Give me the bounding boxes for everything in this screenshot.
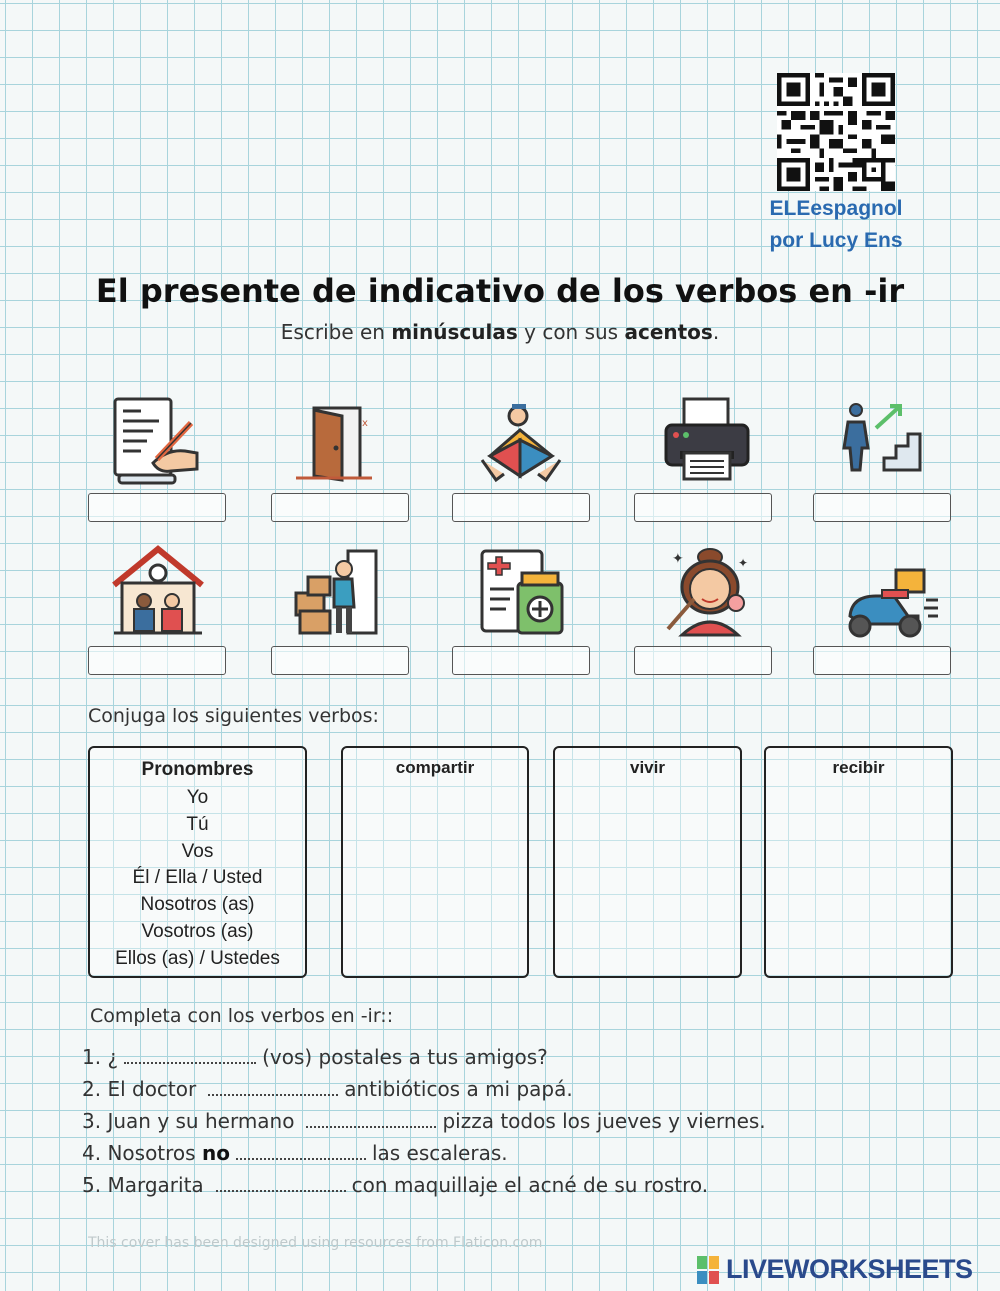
answer-field-10[interactable] [813, 646, 951, 675]
pronoun-item: Ellos (as) / Ustedes [115, 947, 280, 969]
climbing-stairs-icon [836, 398, 936, 498]
blank-input-3[interactable] [306, 1114, 436, 1128]
writing-hand-icon [107, 393, 207, 493]
pronoun-item: Él / Ella / Usted [132, 867, 263, 889]
pronouns-column [88, 746, 307, 978]
blank-input-2[interactable] [208, 1082, 338, 1096]
liveworksheets-logo-icon [697, 1254, 721, 1286]
pronoun-item: Tú [186, 813, 209, 835]
liveworksheets-logo-text: LIVEWORKSHEETS [726, 1254, 973, 1284]
verb-column-vivir[interactable] [553, 746, 742, 978]
svg-text:x: x [362, 418, 368, 429]
answer-field-1[interactable] [88, 493, 226, 522]
pronouns-header: Pronombres [141, 759, 254, 780]
sentence-3: 3. Juan y su hermano pizza todos los jueves y viernes. [82, 1109, 766, 1133]
makeup-woman-icon [658, 543, 758, 643]
image-credit: This cover has been designed using resources from Flaticon.com [88, 1235, 543, 1251]
pronoun-item: Vos [181, 840, 214, 862]
blank-input-4[interactable] [236, 1146, 366, 1160]
svg-text:✦: ✦ [738, 556, 749, 570]
brand-author: por Lucy Ens [769, 229, 903, 252]
blank-input-1[interactable] [124, 1050, 256, 1064]
svg-text:✦: ✦ [672, 551, 684, 567]
verb-header: vivir [630, 758, 665, 777]
answer-field-5[interactable] [813, 493, 951, 522]
printer-icon [658, 393, 758, 493]
answer-field-8[interactable] [452, 646, 590, 675]
instructions: Escribe en minúsculas y con sus acentos. [280, 320, 720, 344]
pronoun-item: Nosotros (as) [140, 894, 255, 916]
scooter-delivery-icon [842, 560, 942, 660]
delivery-person-icon [290, 545, 390, 645]
sentence-5: 5. Margarita con maquillaje el acné de su rostro. [82, 1173, 709, 1197]
answer-field-9[interactable] [634, 646, 772, 675]
verb-header: recibir [832, 758, 885, 777]
verb-column-recibir[interactable] [764, 746, 953, 978]
house-family-icon [108, 543, 208, 643]
blank-input-5[interactable] [216, 1178, 346, 1192]
medical-prescription-icon [474, 543, 574, 643]
answer-field-6[interactable] [88, 646, 226, 675]
sentence-4: 4. Nosotros no las escaleras. [82, 1141, 508, 1165]
qr-code-icon [776, 73, 896, 191]
page-title: El presente de indicativo de los verbos en -ir [95, 272, 905, 310]
verb-column-compartir[interactable] [341, 746, 529, 978]
complete-instructions: Completa con los verbos en -ir:: [90, 1005, 394, 1027]
pronoun-item: Yo [186, 787, 209, 808]
pronoun-item: Vosotros (as) [141, 920, 254, 942]
verb-header: compartir [395, 758, 475, 777]
answer-field-4[interactable] [634, 493, 772, 522]
brand-name: ELEespagnol [769, 197, 903, 220]
sentence-1: 1. ¿ (vos) postales a tus amigos? [82, 1045, 548, 1069]
sharing-box-icon [474, 400, 574, 500]
door-icon [292, 400, 392, 500]
conjugate-instructions: Conjuga los siguientes verbos: [88, 705, 379, 727]
answer-field-7[interactable] [271, 646, 409, 675]
answer-field-3[interactable] [452, 493, 590, 522]
answer-field-2[interactable] [271, 493, 409, 522]
sentence-2: 2. El doctor antibióticos a mi papá. [82, 1077, 573, 1101]
pronoun-list [90, 785, 305, 973]
